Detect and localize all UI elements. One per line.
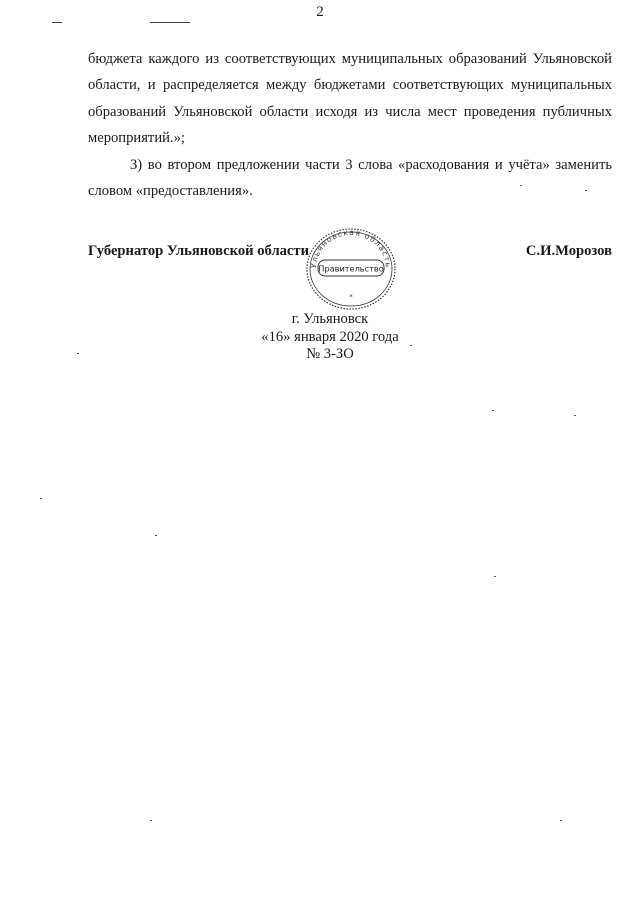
scan-speck bbox=[492, 410, 494, 411]
scan-speck bbox=[77, 353, 79, 354]
scan-speck bbox=[410, 345, 412, 346]
law-number: № 3-ЗО bbox=[306, 346, 354, 362]
scan-speck bbox=[560, 820, 562, 821]
svg-text:*: * bbox=[349, 293, 353, 301]
signatory-name: С.И.Морозов bbox=[525, 243, 612, 259]
seal-ring-text: Ульяновская область bbox=[308, 227, 394, 269]
paragraph-continuation: бюджета каждого из соответствующих муниципальных образований Ульяновской области, и распределяется между бюджетами соответствующих муниципальных образований Ульяновской области исходя из числа мест проведения публичных мероприятий.»; bbox=[88, 51, 612, 147]
scan-speck bbox=[494, 576, 496, 577]
scan-mark bbox=[150, 22, 190, 23]
scan-speck bbox=[40, 498, 42, 499]
scan-speck bbox=[520, 185, 522, 186]
document-body bbox=[88, 46, 612, 204]
issue-date: «16» января 2020 года bbox=[261, 329, 399, 345]
scan-speck bbox=[155, 535, 157, 536]
scan-mark bbox=[52, 22, 62, 23]
scan-speck bbox=[585, 190, 587, 191]
scan-speck bbox=[574, 415, 576, 416]
page-number: 2 bbox=[316, 4, 324, 20]
seal-center-text: Правительство bbox=[318, 263, 384, 274]
signatory-title: Губернатор Ульяновской области bbox=[88, 243, 309, 259]
official-seal bbox=[302, 223, 400, 311]
issue-city: г. Ульяновск bbox=[291, 311, 369, 327]
paragraph-amendment: 3) во втором предложении части 3 слова «расходования и учёта» заменить словом «предоставления». bbox=[88, 156, 612, 200]
scan-speck bbox=[150, 820, 152, 821]
